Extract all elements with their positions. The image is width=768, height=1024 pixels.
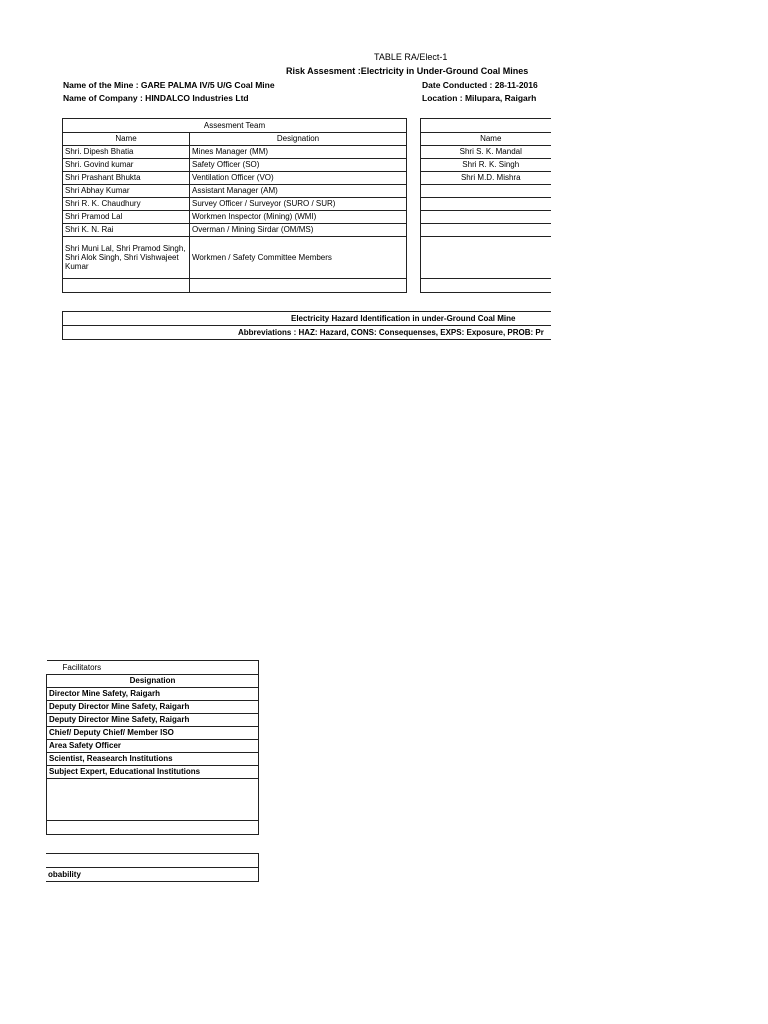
member-name: Shri R. K. Chaudhury: [63, 198, 190, 211]
table-row: [47, 740, 259, 753]
facilitator-designation: Subject Expert, Educational Institutions: [47, 766, 259, 779]
member-name: Shri. Dipesh Bhatia: [63, 146, 190, 159]
table-row-empty: [63, 279, 407, 293]
table-row: [421, 146, 552, 159]
assessment-team-table: [62, 118, 407, 293]
facilitator-designation: Deputy Director Mine Safety, Raigarh: [47, 701, 259, 714]
col-header-name: Name: [63, 133, 190, 146]
table-row: [47, 766, 259, 779]
table-row: [47, 714, 259, 727]
member-name: Shri Prashant Bhukta: [63, 172, 190, 185]
mine-name: Name of the Mine : GARE PALMA IV/5 U/G Coal Mine: [63, 80, 275, 90]
facilitator-name: Shri S. K. Mandal: [421, 146, 552, 159]
facilitator-designation: Scientist, Reasearch Institutions: [47, 753, 259, 766]
table-row: [63, 198, 407, 211]
hazard-title: Electricity Hazard Identification in under-Ground Coal Mine: [63, 312, 552, 326]
table-row: [47, 701, 259, 714]
facilitator-name: Shri R. K. Singh: [421, 159, 552, 172]
table-row: [47, 688, 259, 701]
member-name: Shri K. N. Rai: [63, 224, 190, 237]
facilitator-designation: Chief/ Deputy Chief/ Member ISO: [47, 727, 259, 740]
abbreviations: Abbreviations : HAZ: Hazard, CONS: Consequenses, EXPS: Exposure, PROB: Pr: [63, 326, 552, 340]
table-row: [63, 211, 407, 224]
table-row: [421, 172, 552, 185]
company-name: Name of Company : HINDALCO Industries Ltd: [63, 93, 249, 103]
table-row: [63, 159, 407, 172]
member-designation: Overman / Mining Sirdar (OM/MS): [190, 224, 407, 237]
facilitator-names-table: [420, 118, 551, 293]
facilitators-title: Facilitators: [47, 661, 259, 675]
table-id: TABLE RA/Elect-1: [374, 52, 448, 62]
table-row: [63, 185, 407, 198]
facilitator-designation: Area Safety Officer: [47, 740, 259, 753]
facilitator-name: Shri M.D. Mishra: [421, 172, 552, 185]
table-row: [47, 727, 259, 740]
member-designation: Assistant Manager (AM): [190, 185, 407, 198]
member-designation: Survey Officer / Surveyor (SURO / SUR): [190, 198, 407, 211]
member-name: Shri Pramod Lal: [63, 211, 190, 224]
member-designation: Workmen / Safety Committee Members: [190, 237, 407, 279]
col-header-designation: Designation: [190, 133, 407, 146]
hazard-continuation-panel: [46, 853, 259, 883]
facilitator-designation: Director Mine Safety, Raigarh: [47, 688, 259, 701]
table-row: [63, 172, 407, 185]
member-name: Shri. Govind kumar: [63, 159, 190, 172]
facilitator-names-panel: [420, 118, 551, 298]
location: Location : Milupara, Raigarh: [422, 93, 537, 103]
facilitator-designation: Deputy Director Mine Safety, Raigarh: [47, 714, 259, 727]
facilitators-table: [46, 660, 259, 835]
hazard-continuation-table: [46, 853, 259, 882]
page-title: Risk Assesment :Electricity in Under-Ground Coal Mines: [286, 66, 529, 76]
facilitators-panel: [46, 660, 259, 842]
table-row: [63, 237, 407, 279]
table-row: [63, 146, 407, 159]
member-name: Shri Muni Lal, Shri Pramod Singh, Shri Alok Singh, Shri Vishwajeet Kumar: [63, 237, 190, 279]
member-designation: Workmen Inspector (Mining) (WMI): [190, 211, 407, 224]
member-name: Shri Abhay Kumar: [63, 185, 190, 198]
table-row: [47, 753, 259, 766]
member-designation: Mines Manager (MM): [190, 146, 407, 159]
hazard-table: [62, 311, 551, 340]
table-row: [421, 159, 552, 172]
table-row: [63, 224, 407, 237]
col-header-name: Name: [421, 133, 552, 146]
date-conducted: Date Conducted : 28-11-2016: [422, 80, 538, 90]
assessment-team-title: Assesment Team: [63, 119, 407, 133]
abbreviations-continuation: obability: [46, 868, 258, 882]
hazard-panel: [62, 311, 551, 340]
member-designation: Safety Officer (SO): [190, 159, 407, 172]
col-header-designation: Designation: [47, 675, 259, 688]
member-designation: Ventilation Officer (VO): [190, 172, 407, 185]
